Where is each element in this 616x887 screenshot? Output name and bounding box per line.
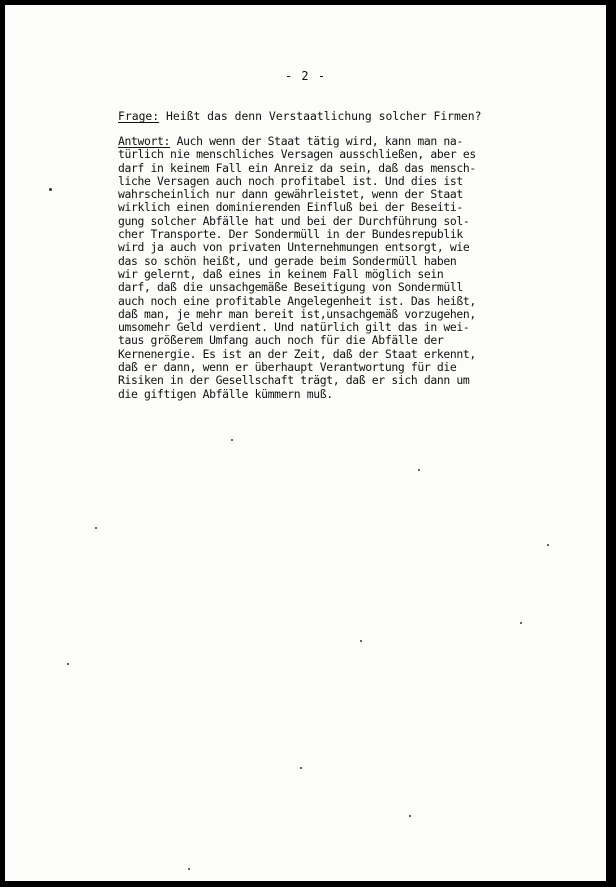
question-label: Frage: bbox=[118, 109, 160, 123]
scan-speck bbox=[520, 622, 522, 624]
page-number: - 2 - bbox=[284, 69, 327, 83]
scan-speck bbox=[547, 544, 549, 546]
answer-line: daß man, je mehr man bereit ist,unsachgemäß vorzugehen, bbox=[118, 306, 476, 321]
scan-speck bbox=[188, 868, 190, 870]
scan-speck bbox=[418, 469, 420, 471]
answer-line: umsomehr Geld verdient. Und natürlich gilt das in wei- bbox=[118, 320, 470, 335]
answer-line: Kernenergie. Es ist an der Zeit, daß der Staat erkennt, bbox=[118, 346, 476, 361]
scan-speck bbox=[95, 527, 97, 529]
question-text: Heißt das denn Verstaatlichung solcher Firmen? bbox=[159, 109, 482, 123]
answer-label: Antwort: bbox=[118, 134, 171, 148]
answer-line: liche Versagen auch noch profitabel ist. Und dies ist bbox=[118, 173, 463, 188]
answer-line: darf in keinem Fall ein Anreiz da sein, daß das mensch- bbox=[118, 160, 476, 175]
answer-line: Risiken in der Gesellschaft trägt, daß er sich dann um bbox=[118, 373, 470, 388]
answer-line: wird ja auch von privaten Unternehmungen entsorgt, wie bbox=[118, 240, 470, 255]
answer-line: türlich nie menschliches Versagen ausschließen, aber es bbox=[118, 147, 476, 162]
scan-speck bbox=[300, 767, 302, 769]
scan-speck bbox=[231, 439, 233, 441]
answer-line: darf, daß die unsachgemäße Beseitigung von Sondermüll bbox=[118, 280, 463, 295]
answer-line: auch noch eine profitable Angelegenheit ist. Das heißt, bbox=[118, 293, 476, 308]
answer-line: die giftigen Abfälle kümmern muß. bbox=[118, 386, 333, 401]
answer-line: cher Transporte. Der Sondermüll in der Bundesrepublik bbox=[118, 227, 463, 242]
answer-line bbox=[118, 135, 588, 148]
question-paragraph bbox=[118, 109, 578, 124]
answer-line: daß er dann, wenn er überhaupt Verantwortung für die bbox=[118, 360, 457, 375]
answer-line: taus größerem Umfang auch noch für die Abfälle der bbox=[118, 333, 444, 348]
answer-line: gung solcher Abfälle hat und bei der Durchführung sol- bbox=[118, 213, 470, 228]
document-page bbox=[5, 5, 606, 881]
answer-line: wahrscheinlich nur dann gewährleistet, wenn der Staat bbox=[118, 187, 463, 202]
answer-text: Auch wenn der Staat tätig wird, kann man na- bbox=[170, 134, 463, 148]
answer-line: wirklich einen dominierenden Einfluß bei der Beseiti- bbox=[118, 200, 463, 215]
scan-speck bbox=[67, 663, 69, 665]
scan-speck bbox=[360, 640, 362, 642]
scan-speck bbox=[49, 188, 52, 191]
answer-line: wir gelernt, daß eines in keinem Fall möglich sein bbox=[118, 266, 444, 281]
answer-line: das so schön heißt, und gerade beim Sondermüll haben bbox=[118, 253, 457, 268]
scan-speck bbox=[409, 815, 411, 817]
answer-paragraph bbox=[118, 135, 588, 401]
